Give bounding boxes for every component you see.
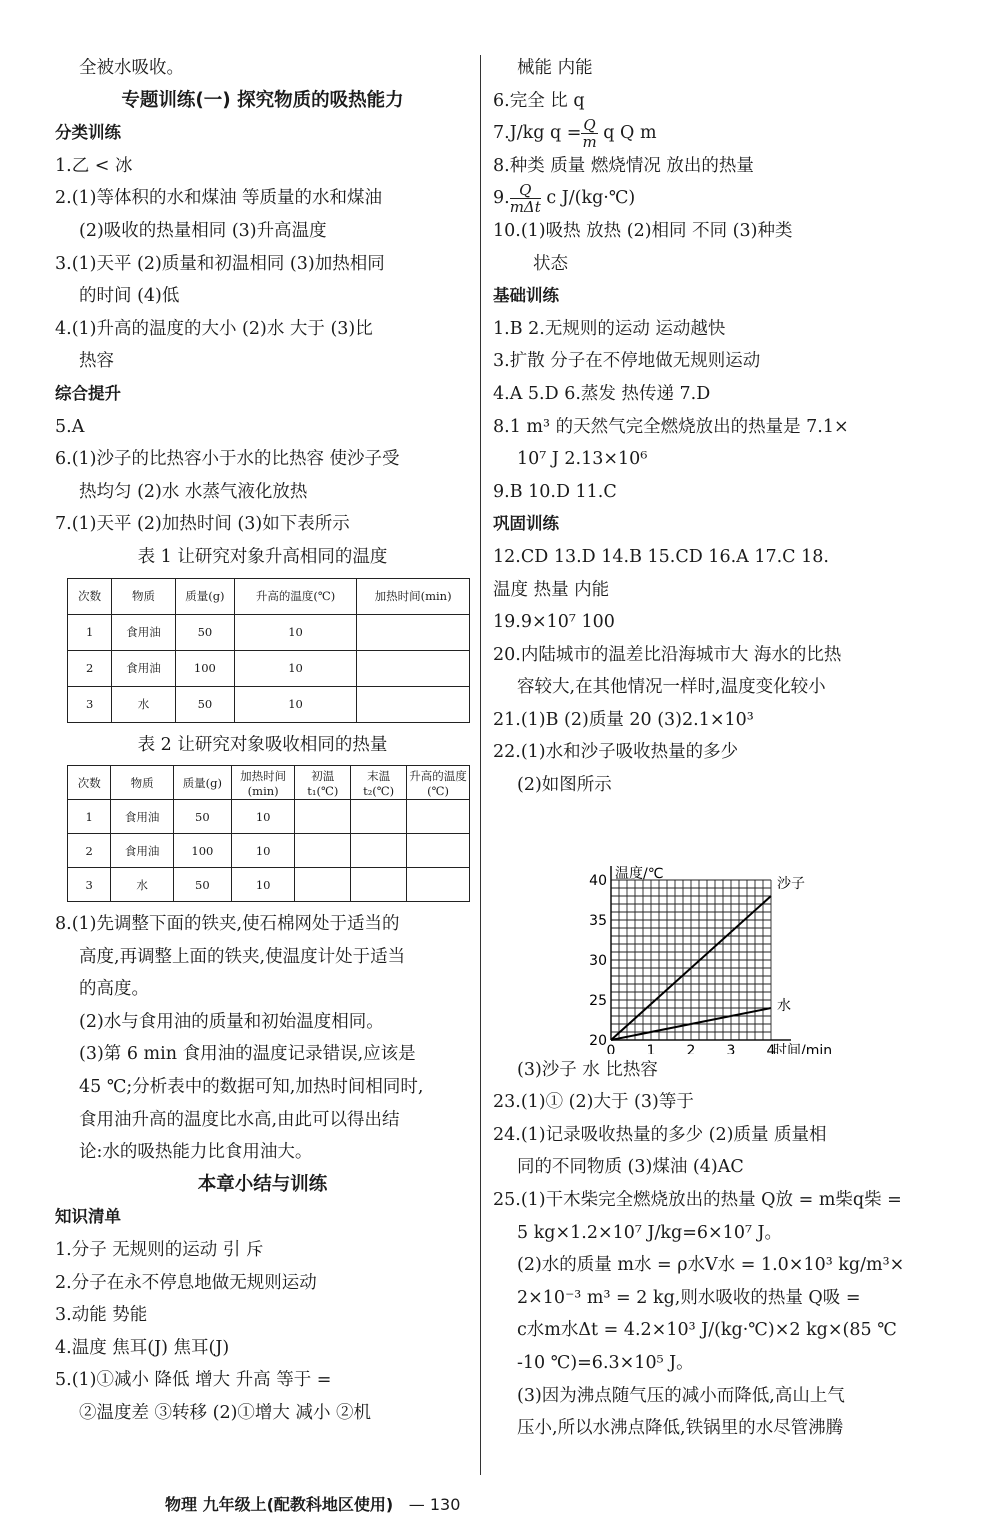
left-column: [55, 52, 470, 1430]
answer-text: 1.乙 < 冰: [55, 155, 133, 176]
y-tick-label: 35: [589, 912, 607, 929]
table-cell: 升高的温度(℃): [234, 578, 356, 614]
fraction: [581, 117, 597, 150]
answer-text: 5.A: [55, 416, 85, 437]
answer-text: (2)吸收的热量相同 (3)升高温度: [79, 220, 327, 241]
table-cell: 50: [173, 800, 231, 834]
table-cell: [351, 800, 407, 834]
answer-text: 6.完全 比 q: [493, 90, 585, 111]
answer-line: [55, 508, 470, 541]
answer-text: 1.分子 无规则的运动 引 斥: [55, 1240, 264, 1261]
column-divider: [480, 55, 481, 1475]
answer-line: [493, 606, 923, 639]
answer-text: (2)如图所示: [517, 775, 612, 796]
table-cell: 10: [231, 834, 294, 868]
answer-line: [55, 1104, 470, 1137]
x-tick-label: 3: [726, 1042, 736, 1054]
answer-text: 的时间 (4)低: [79, 286, 180, 307]
series-label: 水: [777, 997, 791, 1014]
footer-subject: 物理 九年级上(配教科地区使用): [165, 1495, 394, 1514]
answer-line: [55, 313, 470, 346]
answer-text: 5 kg×1.2×10⁷ J/kg=6×10⁷ J。: [517, 1222, 783, 1243]
table-cell: 50: [173, 868, 231, 902]
answer-line: [55, 443, 470, 476]
y-axis-label: 温度/℃: [615, 865, 664, 882]
answer-text: 4.A 5.D 6.蒸发 热传递 7.D: [493, 383, 711, 404]
answer-text: 1.B 2.无规则的运动 运动越快: [493, 318, 726, 339]
answer-text: q Q m: [597, 123, 657, 144]
answer-text: 全被水吸收。: [79, 58, 184, 78]
answer-line: [55, 973, 470, 1006]
answer-line: [493, 1151, 923, 1184]
answer-text: 高度,再调整上面的铁夹,使温度计处于适当: [79, 946, 406, 967]
answer-text: 23.(1)① (2)大于 (3)等于: [493, 1092, 694, 1113]
table-row: [68, 686, 470, 722]
answer-text: 25.(1)干木柴完全燃烧放出的热量 Q放 = m柴q柴 =: [493, 1190, 902, 1211]
answer-text: 9.B 10.D 11.C: [493, 481, 617, 502]
table-cell: 100: [173, 834, 231, 868]
answer-text: 2.(1)等体积的水和煤油 等质量的水和煤油: [55, 188, 383, 209]
table-cell: 100: [175, 650, 234, 686]
table-cell: 3: [68, 868, 111, 902]
answer-text: c J/(kg·℃): [540, 188, 636, 209]
answer-line: [55, 248, 470, 281]
subsection-heading: [55, 117, 470, 150]
answer-text: 5.(1)①减小 降低 增大 升高 等于 =: [55, 1370, 332, 1391]
answer-line: [493, 639, 923, 672]
answer-line: [493, 85, 923, 118]
fraction: [510, 182, 541, 215]
answer-line: [493, 345, 923, 378]
x-tick-label: 4: [766, 1042, 776, 1054]
answer-line: [55, 1071, 470, 1104]
table-cell: 食用油: [112, 614, 176, 650]
table-cell: 50: [175, 614, 234, 650]
answer-text: 表 1 让研究对象升高相同的温度: [137, 546, 388, 567]
table-cell: [351, 868, 407, 902]
table-cell: [407, 800, 470, 834]
table-cell: 次数: [68, 578, 112, 614]
answer-line: [493, 1314, 923, 1347]
answer-text: 24.(1)记录吸收热量的多少 (2)质量 质量相: [493, 1124, 827, 1145]
answer-text: 专题训练(一) 探究物质的吸热能力: [121, 89, 404, 111]
table-row: [68, 650, 470, 686]
answer-text: 分类训练: [55, 123, 121, 143]
subsection-heading: [55, 378, 470, 411]
answer-text: 2×10⁻³ m³ = 2 kg,则水吸收的热量 Q吸 =: [517, 1287, 861, 1308]
answer-line: [55, 476, 470, 509]
answer-line: [493, 1249, 923, 1282]
answer-line: [55, 1397, 470, 1430]
answer-line: [493, 1184, 923, 1217]
y-tick-label: 20: [589, 1032, 607, 1049]
answer-line: [493, 476, 923, 509]
x-tick-label: 0: [606, 1042, 616, 1054]
answer-text: 12.CD 13.D 14.B 15.CD 16.A 17.C 18.: [493, 546, 829, 567]
answer-text: 45 ℃;分析表中的数据可知,加热时间相同时,: [79, 1077, 424, 1098]
answer-line: [493, 704, 923, 737]
answer-text: 8.种类 质量 燃烧情况 放出的热量: [493, 155, 754, 176]
fraction-denominator: mΔt: [509, 198, 541, 217]
temperature-time-chart: [493, 802, 923, 1054]
table-cell: [295, 800, 351, 834]
answer-line: [55, 1364, 470, 1397]
answer-line: [493, 1054, 923, 1087]
answer-line: [55, 150, 470, 183]
answer-text: 的高度。: [79, 979, 149, 1000]
table-cell: [295, 834, 351, 868]
answer-line: [493, 411, 923, 444]
answer-text: 3.(1)天平 (2)质量和初温相同 (3)加热相同: [55, 253, 385, 274]
table-cell: 10: [231, 800, 294, 834]
answer-text: 8.(1)先调整下面的铁夹,使石棉网处于适当的: [55, 914, 400, 935]
answer-line: [55, 1234, 470, 1267]
answer-text: 巩固训练: [493, 514, 559, 534]
section-title: [55, 85, 470, 118]
answer-line: [55, 215, 470, 248]
fraction-denominator: m: [582, 133, 597, 152]
table-cell: [357, 614, 470, 650]
table-cell: 末温 t₂(℃): [351, 766, 407, 800]
answer-line: [493, 1412, 923, 1445]
answer-line: [55, 1299, 470, 1332]
table-cell: 3: [68, 686, 112, 722]
table-cell: 食用油: [112, 650, 176, 686]
answer-line: [493, 541, 923, 574]
x-tick-label: 2: [686, 1042, 696, 1054]
table-cell: 50: [175, 686, 234, 722]
table-cell: 加热时间(min): [231, 766, 294, 800]
table-1: [67, 578, 470, 723]
table-cell: [357, 686, 470, 722]
table-cell: 10: [234, 686, 356, 722]
answer-text: (2)水与食用油的质量和初始温度相同。: [79, 1011, 384, 1032]
answer-text: 论:水的吸热能力比食用油大。: [79, 1142, 313, 1163]
answer-text: (2)水的质量 m水 = ρ水V水 = 1.0×10³ kg/m³×: [517, 1255, 905, 1276]
y-tick-label: 30: [589, 952, 607, 969]
table-cell: 1: [68, 614, 112, 650]
answer-line: [55, 1136, 470, 1169]
answer-line: [493, 1347, 923, 1380]
answer-text: 同的不同物质 (3)煤油 (4)AC: [517, 1157, 744, 1178]
answer-text: 状态: [533, 253, 568, 274]
subsection-heading: [55, 1201, 470, 1234]
answer-text: 9.: [493, 188, 510, 209]
table-cell: 1: [68, 800, 111, 834]
answer-text: 食用油升高的温度比水高,由此可以得出结: [79, 1109, 400, 1130]
answer-text: 温度 热量 内能: [493, 579, 610, 600]
y-tick-label: 25: [589, 992, 607, 1009]
fraction-numerator: Q: [583, 116, 596, 135]
answer-text: 21.(1)B (2)质量 20 (3)2.1×10³: [493, 709, 754, 730]
answer-text: 20.内陆城市的温差比沿海城市大 海水的比热: [493, 644, 842, 665]
table-cell: 物质: [112, 578, 176, 614]
answer-line: [493, 1380, 923, 1413]
table-cell: [407, 868, 470, 902]
answer-line: [493, 215, 923, 248]
table-cell: 次数: [68, 766, 111, 800]
answer-line: [493, 248, 923, 281]
answer-text: 10.(1)吸热 放热 (2)相同 不同 (3)种类: [493, 220, 793, 241]
answer-line: [493, 52, 923, 85]
table-row: [68, 614, 470, 650]
answer-line: [493, 313, 923, 346]
table-cell: 质量(g): [175, 578, 234, 614]
table-cell: 初温 t₁(℃): [295, 766, 351, 800]
answer-line: [493, 117, 923, 150]
answer-text: 7.J/kg q =: [493, 123, 582, 144]
answer-text: (3)第 6 min 食用油的温度记录错误,应该是: [79, 1044, 416, 1065]
answer-line: [493, 182, 923, 215]
answer-text: 综合提升: [55, 383, 121, 403]
answer-line: [55, 411, 470, 444]
answer-text: 热容: [79, 351, 114, 372]
fraction-numerator: Q: [510, 182, 541, 199]
table-cell: 2: [68, 650, 112, 686]
page-number: — 130: [408, 1495, 461, 1514]
table-row: [68, 868, 470, 902]
table-cell: 2: [68, 834, 111, 868]
answer-line: [493, 1282, 923, 1315]
x-axis-label: 时间/min: [773, 1042, 833, 1054]
table-cell: 质量(g): [173, 766, 231, 800]
answer-text: 10⁷ J 2.13×10⁶: [517, 449, 648, 470]
answer-text: 热均匀 (2)水 水蒸气液化放热: [79, 481, 308, 502]
answer-line: [493, 736, 923, 769]
table-cell: [407, 834, 470, 868]
answer-text: 知识清单: [55, 1207, 121, 1227]
table-cell: 物质: [111, 766, 173, 800]
answer-line: [493, 769, 923, 802]
subsection-heading: [493, 280, 923, 313]
table-header-row: [68, 578, 470, 614]
answer-line: [55, 908, 470, 941]
y-tick-label: 40: [589, 872, 607, 889]
answer-text: 22.(1)水和沙子吸收热量的多少: [493, 742, 739, 763]
x-tick-label: 1: [646, 1042, 656, 1054]
table-cell: 食用油: [111, 834, 173, 868]
answer-text: 4.温度 焦耳(J) 焦耳(J): [55, 1337, 230, 1358]
answer-line: [493, 574, 923, 607]
answer-line: [55, 941, 470, 974]
table-row: [68, 800, 470, 834]
answer-text: -10 ℃)=6.3×10⁵ J。: [517, 1353, 694, 1373]
table-cell: 10: [234, 650, 356, 686]
table-cell: [357, 650, 470, 686]
table-cell: 水: [111, 868, 173, 902]
answer-text: 械能 内能: [517, 58, 593, 78]
answer-line: [493, 150, 923, 183]
answer-line: [493, 443, 923, 476]
table-header-row: [68, 766, 470, 800]
right-column: [493, 52, 923, 1445]
table-cell: 10: [234, 614, 356, 650]
answer-line: [55, 1006, 470, 1039]
answer-text: 3.扩散 分子在不停地做无规则运动: [493, 351, 761, 372]
table-cell: 10: [231, 868, 294, 902]
answer-text: 压小,所以水沸点降低,铁锅里的水尽管沸腾: [517, 1418, 844, 1439]
answer-text: 7.(1)天平 (2)加热时间 (3)如下表所示: [55, 514, 350, 535]
table-row: [68, 834, 470, 868]
table-2: [67, 765, 470, 902]
answer-text: 本章小结与训练: [197, 1173, 328, 1195]
series-label: 沙子: [777, 875, 805, 892]
answer-text: (3)因为沸点随气压的减小而降低,高山上气: [517, 1385, 845, 1406]
answer-text: (3)沙子 水 比热容: [517, 1059, 658, 1080]
answer-line: [55, 1332, 470, 1365]
answer-text: 3.动能 势能: [55, 1305, 148, 1326]
page-footer: [165, 1492, 460, 1515]
answer-text: 19.9×10⁷ 100: [493, 612, 615, 633]
answer-line: [55, 280, 470, 313]
answer-line: [493, 671, 923, 704]
answer-line: [493, 378, 923, 411]
answer-text: 容较大,在其他情况一样时,温度变化较小: [517, 677, 826, 698]
answer-line: [55, 52, 470, 85]
answer-text: 2.分子在永不停息地做无规则运动: [55, 1272, 317, 1293]
answer-line: [493, 1119, 923, 1152]
table-cell: 升高的温度(℃): [407, 766, 470, 800]
chart-svg: [493, 802, 923, 1054]
table-cell: 加热时间(min): [357, 578, 470, 614]
answer-text: ②温度差 ③转移 (2)①增大 减小 ②机: [79, 1403, 372, 1423]
answer-text: 4.(1)升高的温度的大小 (2)水 大于 (3)比: [55, 318, 373, 339]
answer-line: [55, 1038, 470, 1071]
answer-text: 基础训练: [493, 286, 559, 306]
table-cell: 水: [112, 686, 176, 722]
subsection-heading: [493, 508, 923, 541]
answer-line: [55, 1267, 470, 1300]
section-title: [55, 1169, 470, 1202]
table-cell: [295, 868, 351, 902]
answer-line: [55, 541, 470, 574]
answer-text: c水m水Δt = 4.2×10³ J/(kg·℃)×2 kg×(85 ℃: [517, 1320, 897, 1341]
answer-line: [55, 182, 470, 215]
answer-line: [55, 345, 470, 378]
table-cell: 食用油: [111, 800, 173, 834]
answer-line: [493, 1086, 923, 1119]
answer-text: 6.(1)沙子的比热容小于水的比热容 使沙子受: [55, 449, 400, 470]
answer-line: [493, 1217, 923, 1250]
table-2-caption: 表 2 让研究对象吸收相同的热量: [137, 734, 388, 755]
answer-text: 8.1 m³ 的天然气完全燃烧放出的热量是 7.1×: [493, 416, 849, 437]
table-cell: [351, 834, 407, 868]
